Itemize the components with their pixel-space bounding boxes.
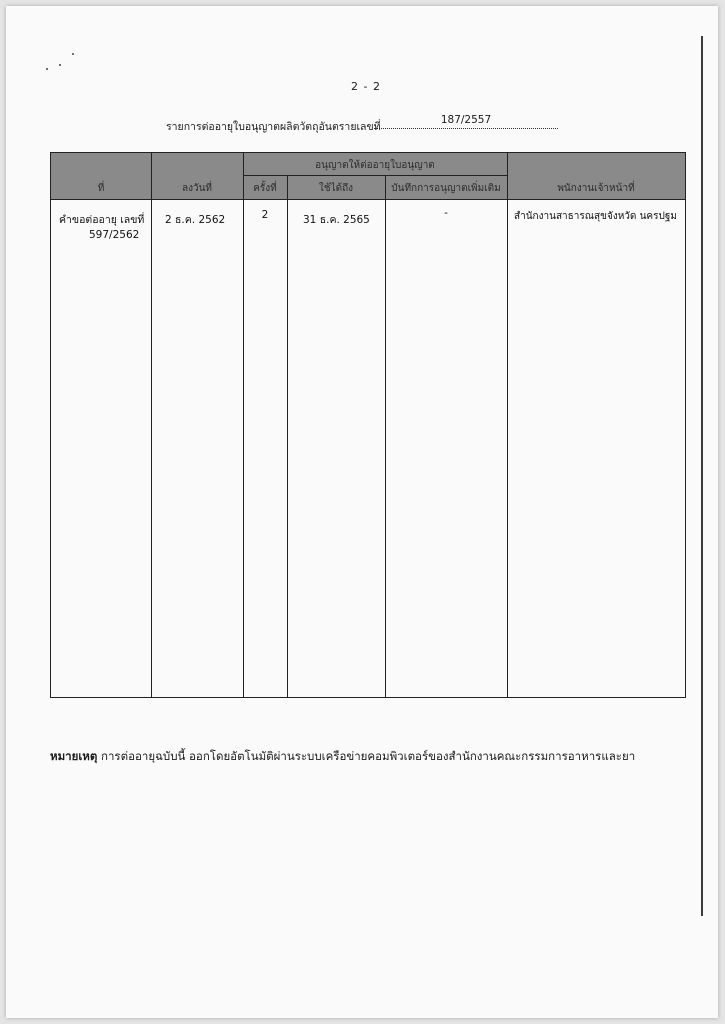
column-divider	[287, 175, 288, 697]
footnote-text: การต่ออายุฉบับนี้ ออกโดยอัตโนมัติผ่านระบบเครือข่ายคอมพิวเตอร์ของสำนักงานคณะกรรมการอาหารและยา	[101, 749, 636, 763]
header-round: ครั้งที่	[253, 183, 277, 194]
column-divider	[243, 153, 244, 697]
document-page	[6, 6, 718, 1018]
scan-speck	[72, 53, 74, 55]
cell-no-line2: 597/2562	[89, 229, 140, 241]
column-divider	[151, 153, 152, 697]
header-officer: พนักงานเจ้าหน้าที่	[557, 183, 635, 194]
scan-edge-line	[701, 36, 703, 916]
header-date: ลงวันที่	[181, 183, 213, 194]
column-divider	[507, 153, 508, 697]
header-subdivider	[243, 175, 507, 176]
page-number: 2 - 2	[351, 80, 381, 93]
scan-speck	[59, 64, 61, 66]
cell-additional-note: -	[444, 207, 448, 219]
scan-speck	[46, 68, 48, 70]
cell-no-line1: คำขอต่ออายุ เลขที่	[59, 214, 145, 226]
header-renewal-group: อนุญาตให้ต่ออายุใบอนุญาต	[315, 160, 435, 171]
renewal-table	[50, 152, 686, 698]
header-no: ที่	[97, 183, 105, 194]
cell-round: 2	[261, 209, 269, 221]
header-additional-note: บันทึกการอนุญาตเพิ่มเติม	[391, 183, 501, 194]
footnote-label: หมายเหตุ	[50, 749, 98, 763]
table-header	[51, 153, 685, 200]
cell-date: 2 ธ.ค. 2562	[165, 214, 226, 226]
header-valid-until: ใช้ได้ถึง	[318, 183, 354, 194]
cell-valid-until: 31 ธ.ค. 2565	[303, 214, 370, 226]
list-title: รายการต่ออายุใบอนุญาตผลิตวัตถุอันตรายเลขที่	[166, 121, 381, 133]
column-divider	[385, 175, 386, 697]
footnote	[50, 748, 635, 766]
cell-officer: สำนักงานสาธารณสุขจังหวัด นครปฐม	[514, 211, 677, 222]
license-number: 187/2557	[374, 114, 558, 129]
